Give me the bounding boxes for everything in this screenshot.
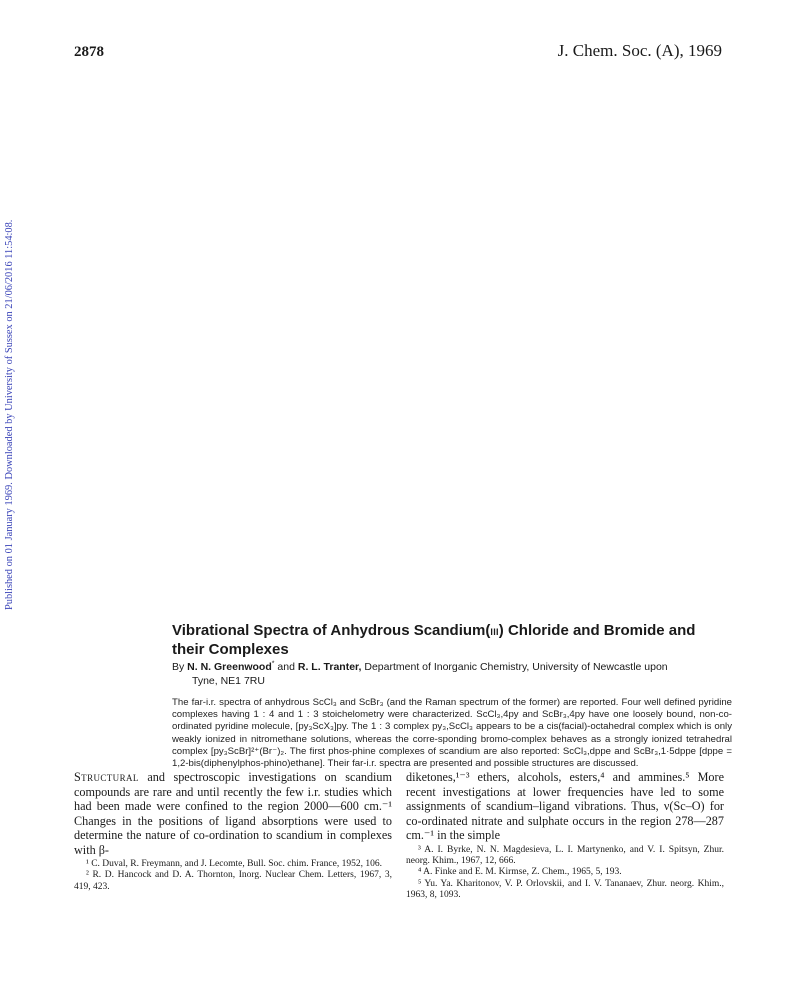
abstract: The far-i.r. spectra of anhydrous ScCl₃ and ScBr₃ (and the Raman spectrum of the former) are reported. Four well defined pyridine complexes having 1 : 4 and 1 : 3 stoichelometry were characterized. ScCl₃,4py and ScBr₃,4py have one loosely bound, non-co-ordinated pyridine molecule, [py₃ScX₃]py. The 1 : 3 complex py₃,ScCl₃ appears to be a cis(facial)-octahedral complex which is only weakly ionized in nitromethane solutions, whereas the corre-sponding bromo-complex behaves as a strongly ionized tetrahedral complex [py₃ScBr]²⁺(Br⁻)₂. The first phos-phine complexes of scandium are also reported: ScCl₃,dppe and ScBr₃,1·5dppe [dppe = 1,2-bis(diphenylphos-phino)ethane]. Their far-i.r. spectra are presented and possible structures are discussed. <box>172 697 732 770</box>
author-tranter: R. L. Tranter, <box>297 661 362 673</box>
footnotes-right <box>406 845 724 902</box>
footnote-4: ⁴ A. Finke and E. M. Kirmse, Z. Chem., 1965, 5, 193. <box>418 867 622 878</box>
byline-line-1 <box>172 661 732 675</box>
byline-by: By <box>172 661 188 673</box>
byline-and: and <box>274 661 298 673</box>
download-watermark-link[interactable]: Published on 01 January 1969. Downloaded by University of Sussex on 21/06/2016 11:54:08. <box>4 219 15 610</box>
page-number: 2878 <box>74 44 104 60</box>
footnotes-left <box>74 859 392 893</box>
journal-citation: J. Chem. Soc. (A), 1969 <box>557 41 722 60</box>
footnote-1: ¹ C. Duval, R. Freymann, and J. Lecomte, Bull. Soc. chim. France, 1952, 106. <box>86 859 382 869</box>
lead-word: Structural <box>74 770 139 784</box>
body-text-left: and spectroscopic investigations on scandium compounds are rare and until recently the few i.r. studies which had been made were confined to the region 2000—600 cm.⁻¹ Changes in the positions of ligand absorptions were used to determine the nature of co-ordination to scandium in complexes with β- <box>74 770 392 857</box>
title-roman-numeral: III <box>490 627 499 637</box>
title-part-2: ) Chloride and Bromide and their Complexes <box>172 622 696 658</box>
body-column-right <box>406 770 724 902</box>
corresponding-author-mark: * <box>271 660 275 668</box>
affiliation-line-2: Tyne, NE1 7RU <box>192 674 265 687</box>
body-column-left <box>74 770 392 893</box>
body-paragraph-right: diketones,¹⁻³ ethers, alcohols, esters,⁴ and ammines.⁵ More recent investigations at lower frequencies have led to some assignments of scandium–ligand vibrations. Thus, ν(Sc–O) for co-ordinated nitrate and sulphate occurs in the region 278—287 cm.⁻¹ in the simple <box>406 770 724 842</box>
footnote-2: ² R. D. Hancock and D. A. Thornton, Inorg. Nuclear Chem. Letters, 1967, 3, 419, 423. <box>74 870 392 892</box>
article-title <box>172 622 732 659</box>
footnote-5: ⁵ Yu. Ya. Kharitonov, V. P. Orlovskii, and I. V. Tananaev, Zhur. neorg. Khim., 1963, 8, 1093. <box>406 878 724 901</box>
title-part-1: Vibrational Spectra of Anhydrous Scandium( <box>172 622 491 639</box>
footnote-3: ³ A. I. Byrke, N. N. Magdesieva, L. I. Martynenko, and V. I. Spitsyn, Zhur. neorg. Khim., 1967, 12, 666. <box>406 844 724 866</box>
body-paragraph-left <box>74 770 392 857</box>
author-greenwood: N. N. Greenwood <box>187 661 272 673</box>
byline <box>172 661 732 688</box>
affiliation-line-1: Department of Inorganic Chemistry, University of Newcastle upon <box>361 661 668 673</box>
